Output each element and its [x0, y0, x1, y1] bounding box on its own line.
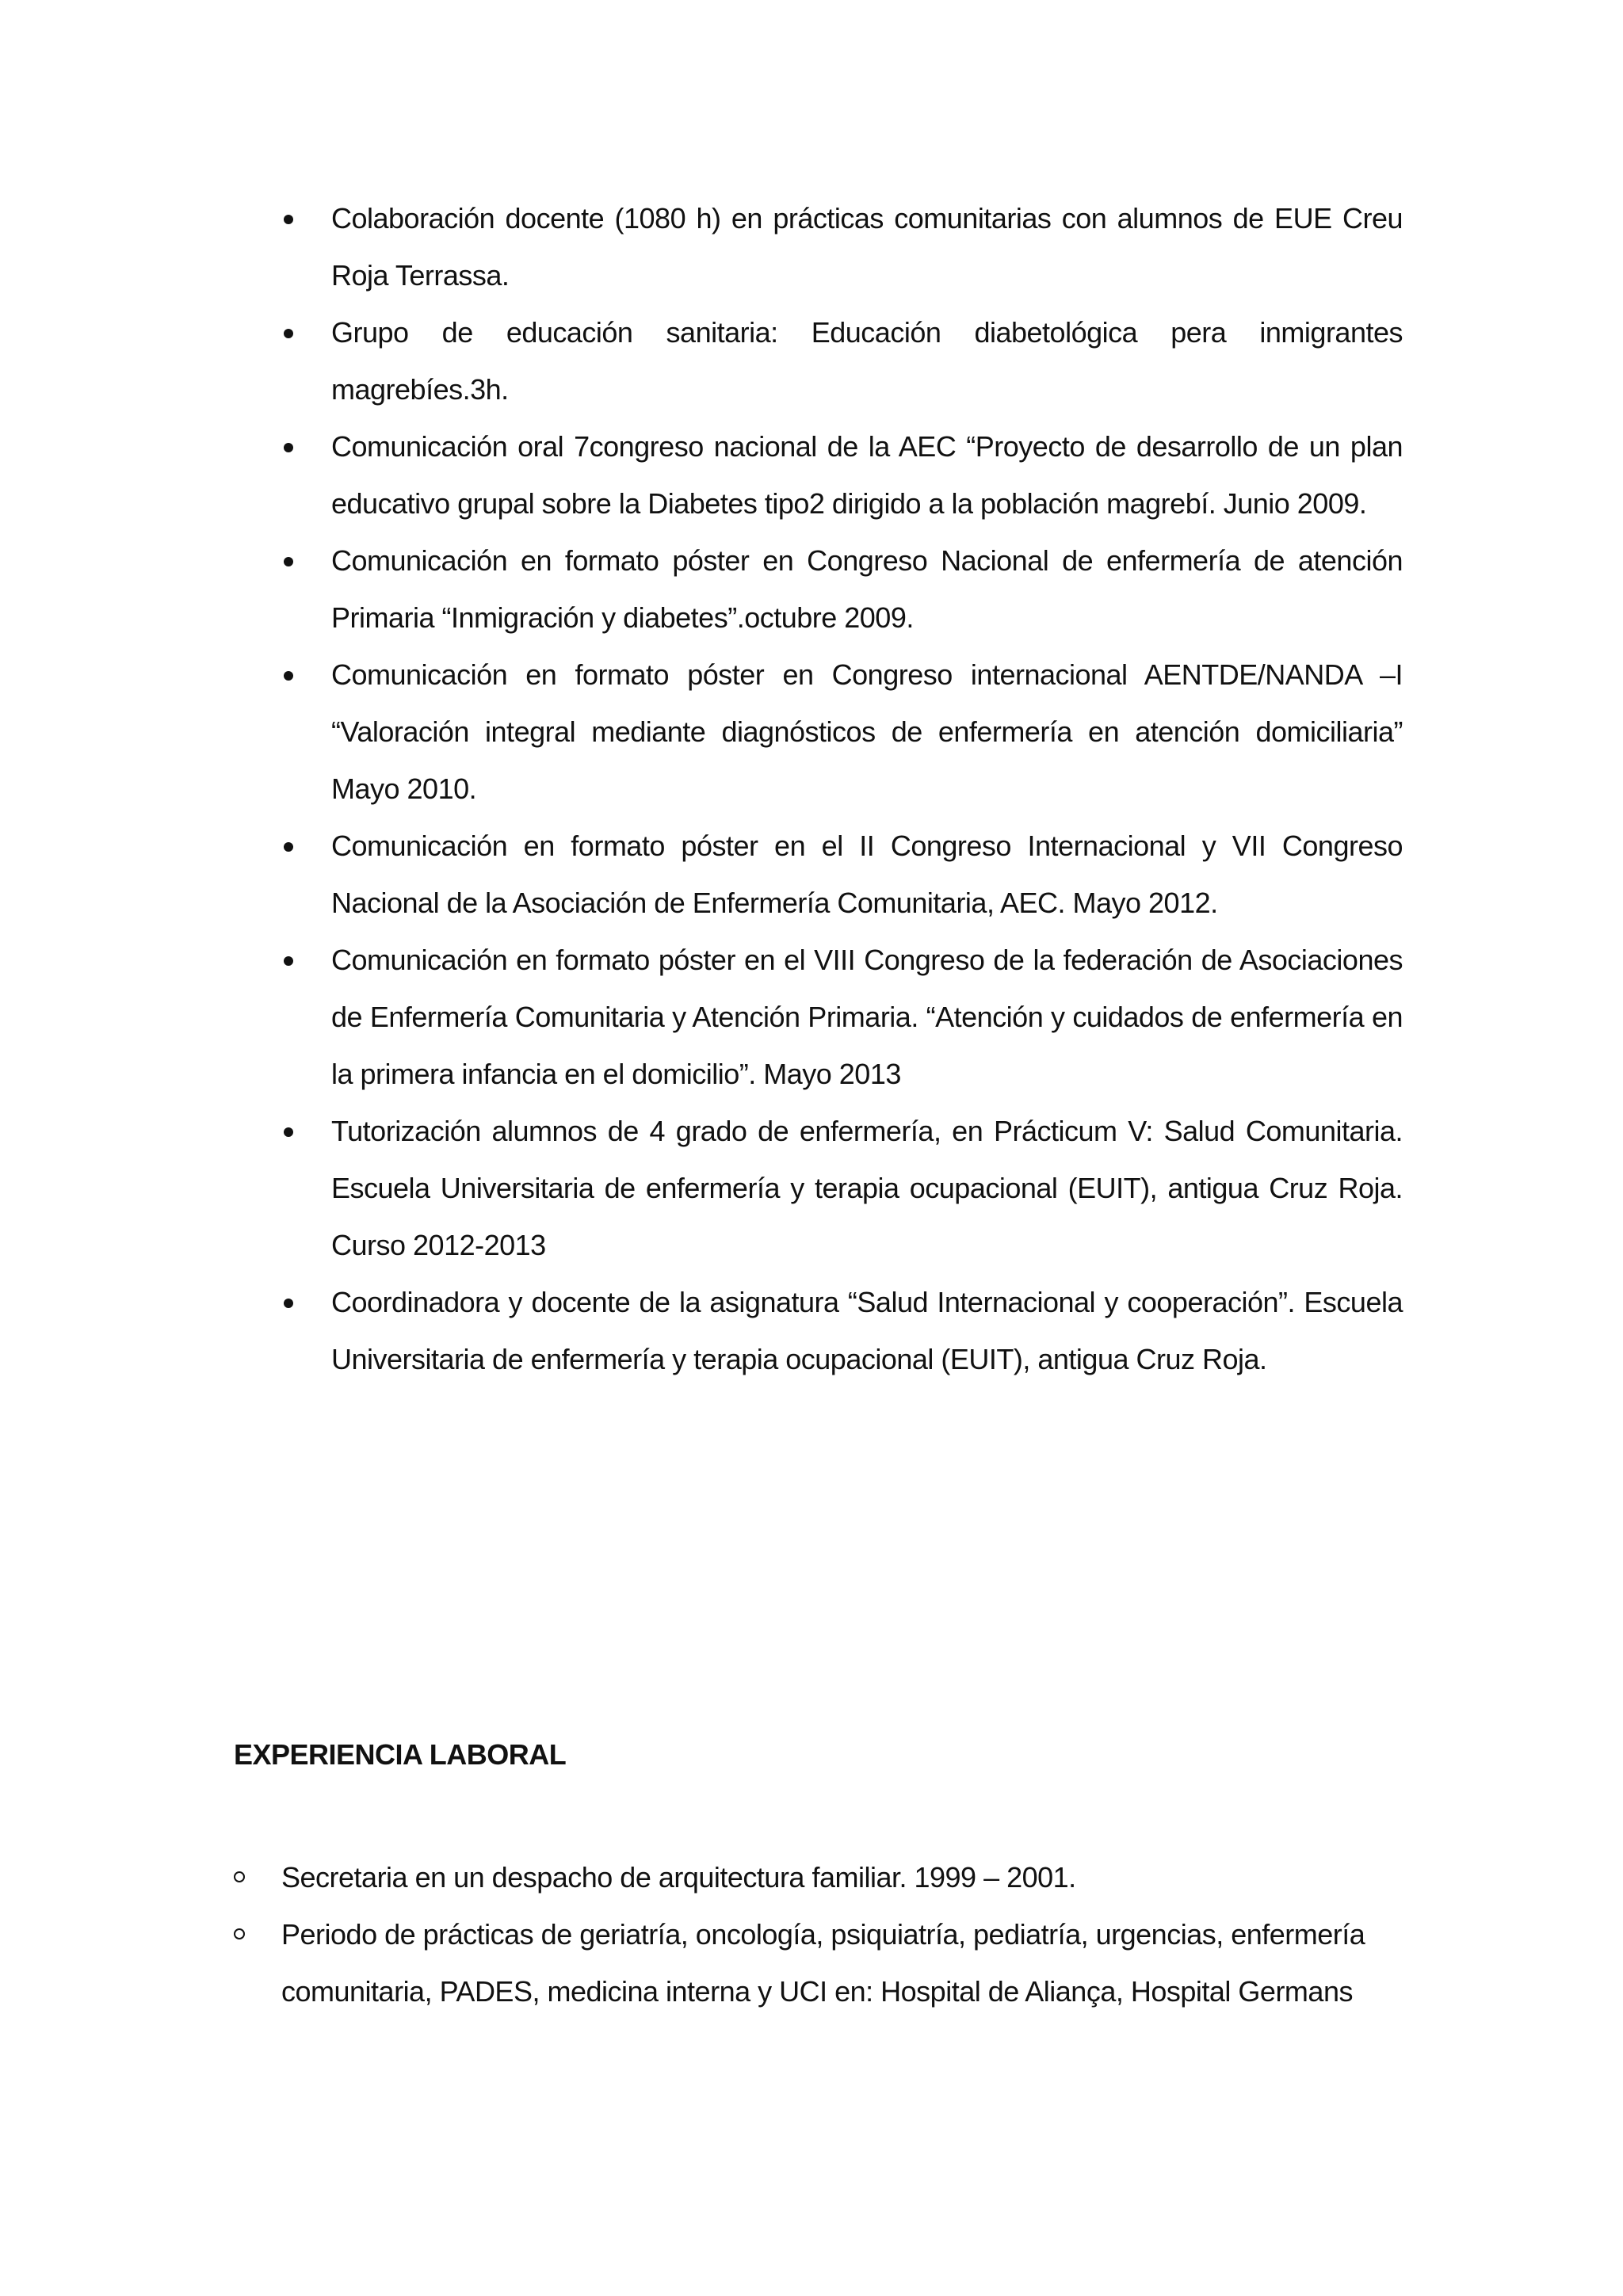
list-item — [277, 304, 1403, 418]
list-item — [277, 818, 1403, 932]
list-item — [277, 1103, 1403, 1274]
list-item-text: Coordinadora y docente de la asignatura “Salud Internacional y cooperación”. Escuela Universitaria de enfermería y terapia ocupacional (EUIT), antigua Cruz Roja. — [331, 1286, 1403, 1375]
list-item — [277, 418, 1403, 532]
list-item — [277, 532, 1403, 646]
bullet-icon — [284, 1299, 293, 1308]
bullet-icon — [284, 443, 293, 452]
list-item-text: Comunicación en formato póster en Congreso Nacional de enfermería de atención Primaria “Inmigración y diabetes”.octubre 2009. — [331, 544, 1403, 634]
activities-bullet-list — [277, 190, 1403, 1388]
experiencia-list — [232, 1849, 1373, 2020]
bullet-icon — [284, 956, 293, 966]
list-item — [277, 646, 1403, 818]
list-item — [277, 190, 1403, 304]
list-item-text: Comunicación en formato póster en el VIII Congreso de la federación de Asociaciones de Enfermería Comunitaria y Atención Primaria. “Atención y cuidados de enfermería en la primera infancia en el domicilio”. Mayo 2013 — [331, 944, 1403, 1090]
list-item-text: Grupo de educación sanitaria: Educación diabetológica pera inmigrantes magrebíes.3h. — [331, 316, 1403, 406]
list-item — [277, 1274, 1403, 1388]
section-heading-experiencia-laboral: EXPERIENCIA LABORAL — [234, 1738, 567, 1771]
circle-bullet-icon — [234, 1928, 245, 1939]
list-item-text: Periodo de prácticas de geriatría, oncología, psiquiatría, pediatría, urgencias, enfermería comunitaria, PADES, medicina interna y UCI en: Hospital de Aliança, Hospital Germans — [281, 1918, 1365, 2008]
circle-bullet-icon — [234, 1871, 245, 1882]
list-item — [232, 1906, 1373, 2020]
bullet-icon — [284, 842, 293, 852]
list-item-text: Comunicación en formato póster en Congreso internacional AENTDE/NANDA –I “Valoración integral mediante diagnósticos de enfermería en atención domiciliaria” Mayo 2010. — [331, 658, 1403, 805]
bullet-icon — [284, 215, 293, 224]
bullet-icon — [284, 557, 293, 566]
list-item-text: Secretaria en un despacho de arquitectura familiar. 1999 – 2001. — [281, 1861, 1076, 1894]
list-item-text: Colaboración docente (1080 h) en prácticas comunitarias con alumnos de EUE Creu Roja Terrassa. — [331, 202, 1403, 292]
list-item — [232, 1849, 1373, 1906]
list-item-text: Tutorización alumnos de 4 grado de enfermería, en Prácticum V: Salud Comunitaria. Escuela Universitaria de enfermería y terapia ocupacional (EUIT), antigua Cruz Roja. Curso 2012-2013 — [331, 1115, 1403, 1261]
bullet-icon — [284, 329, 293, 338]
list-item-text: Comunicación en formato póster en el II Congreso Internacional y VII Congreso Nacional de la Asociación de Enfermería Comunitaria, AEC. Mayo 2012. — [331, 830, 1403, 919]
bullet-icon — [284, 671, 293, 681]
list-item — [277, 932, 1403, 1103]
list-item-text: Comunicación oral 7congreso nacional de la AEC “Proyecto de desarrollo de un plan educativo grupal sobre la Diabetes tipo2 dirigido a la población magrebí. Junio 2009. — [331, 430, 1403, 520]
bullet-icon — [284, 1127, 293, 1137]
